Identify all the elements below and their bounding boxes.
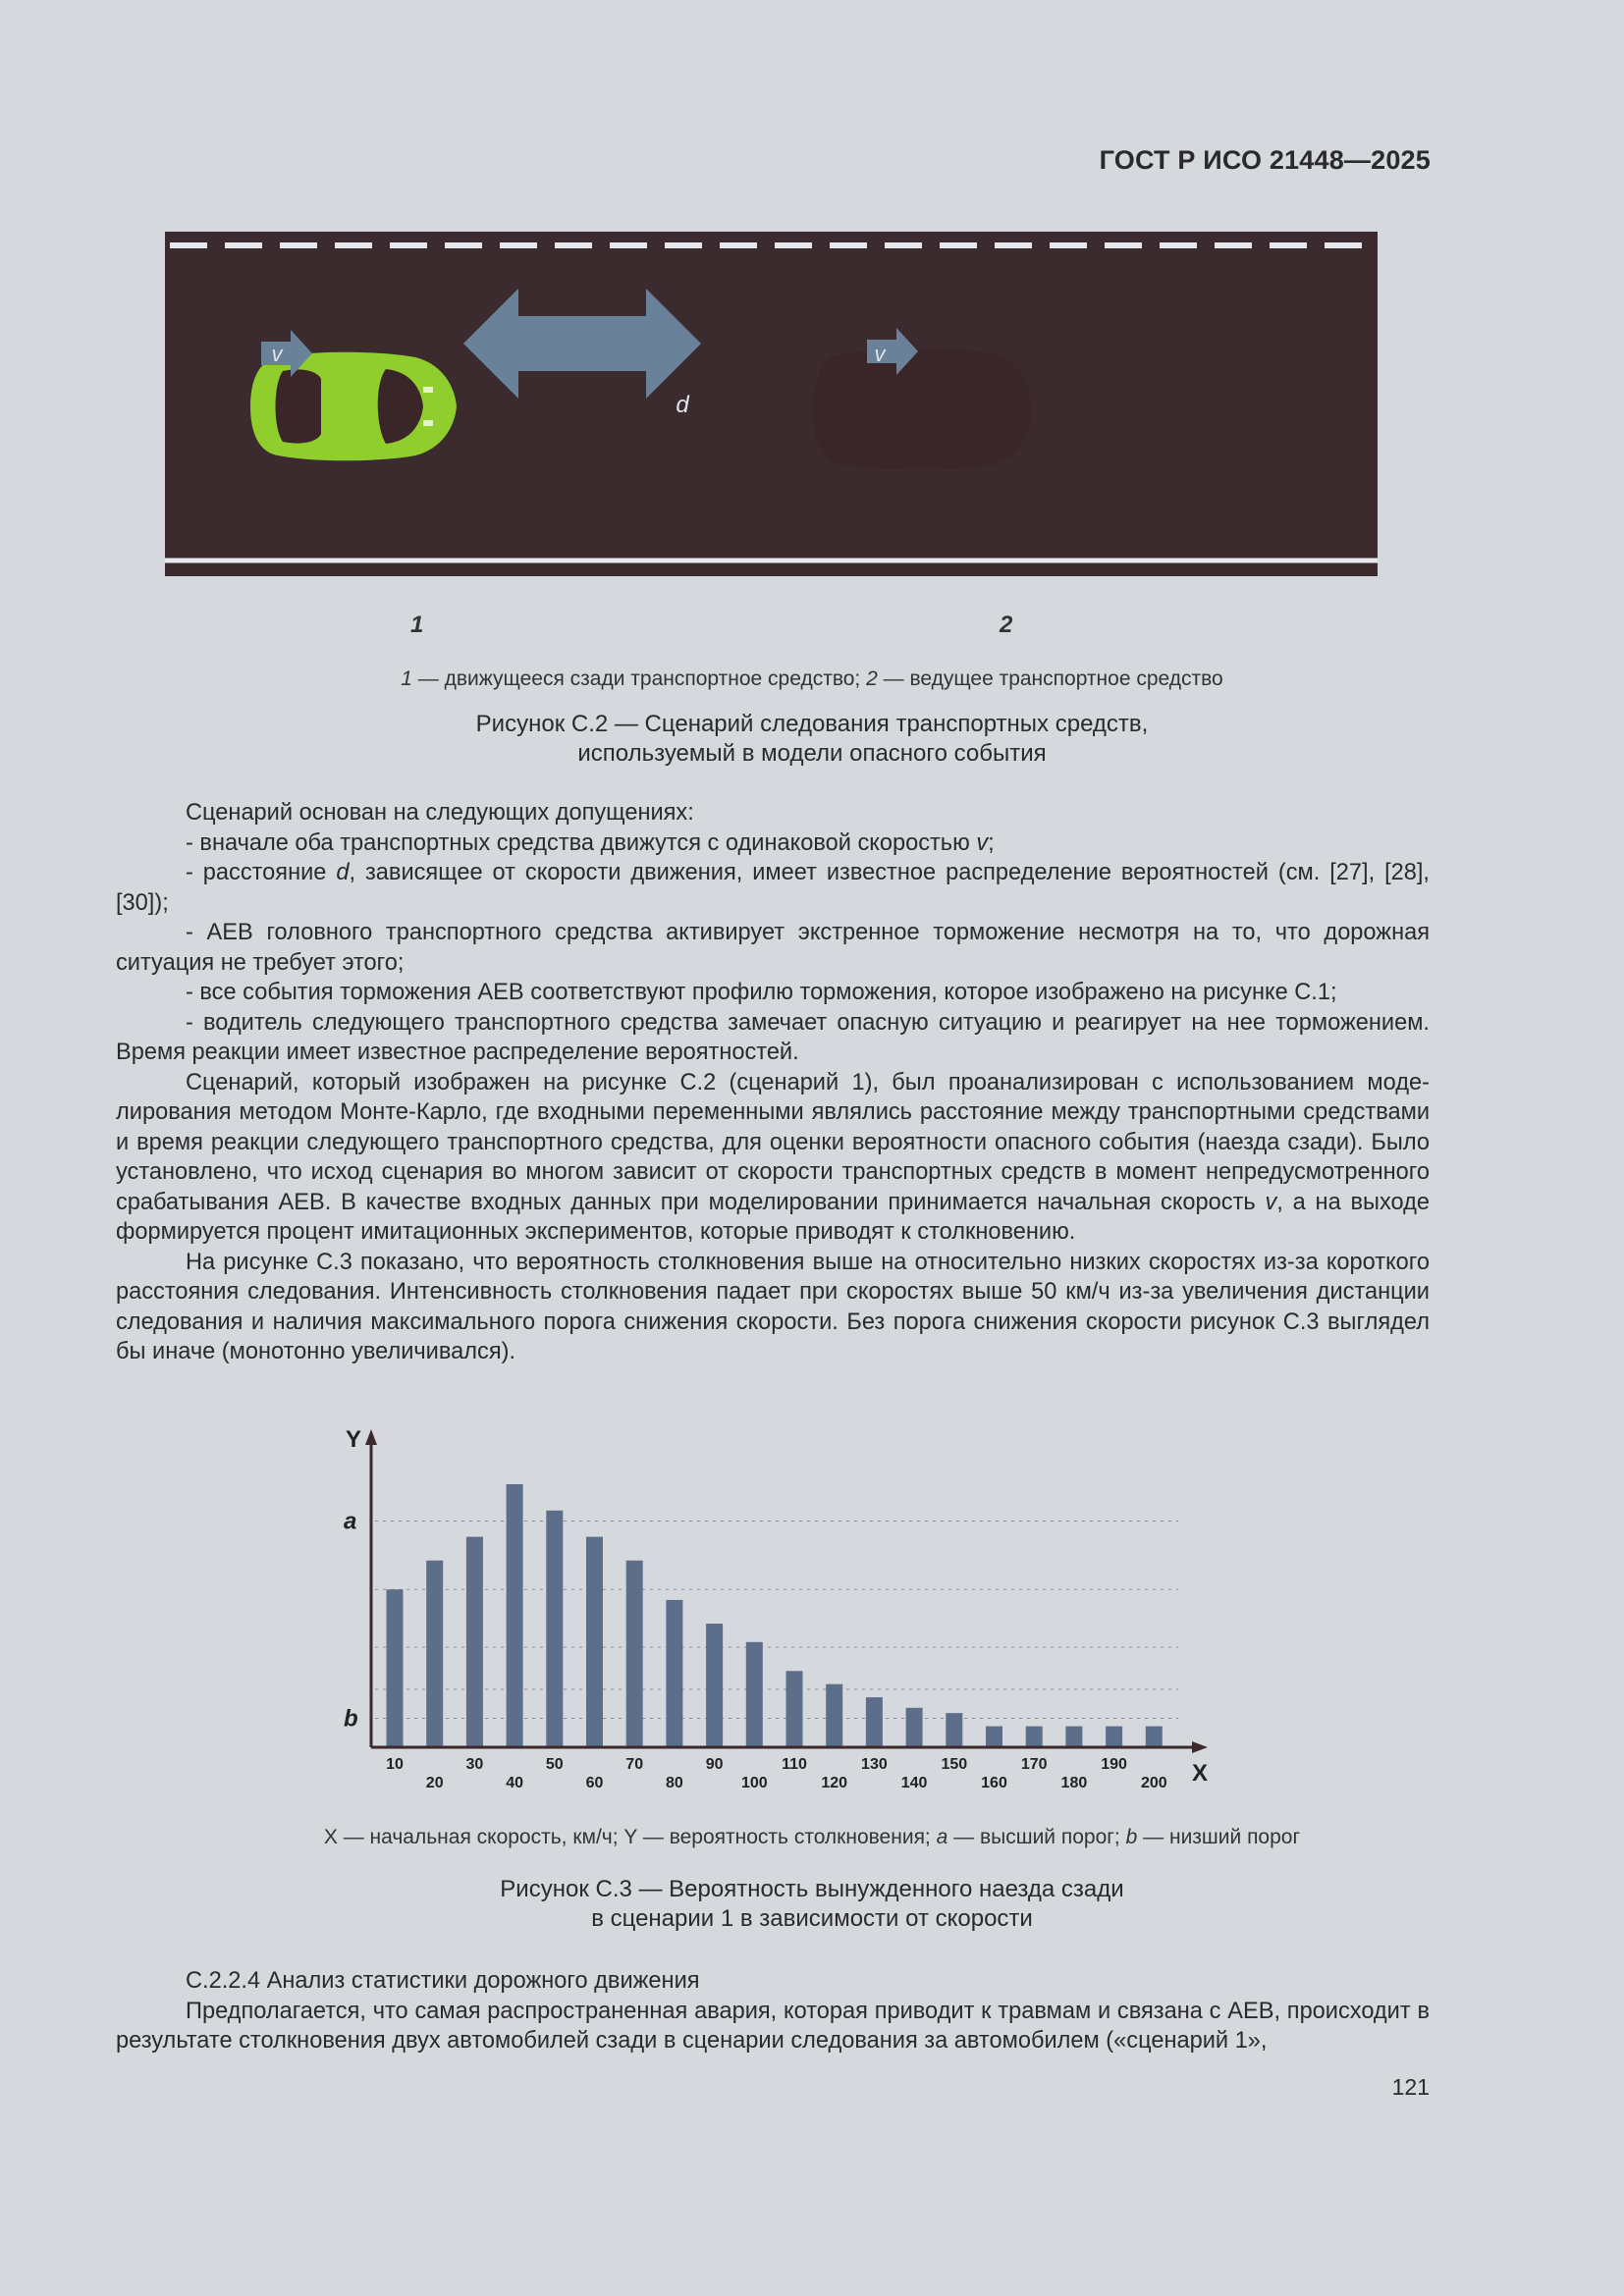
x-tick-label: 180 (1060, 1775, 1088, 1791)
x-tick-label: 140 (900, 1775, 928, 1791)
chart-bar (626, 1561, 643, 1747)
legend-text: X — начальная скорость, км/ч; Y — вероятность столкновения; (323, 1826, 937, 1848)
paragraph: - водитель следующего транспортного средства замечает опасную ситуацию и реагирует на нее торможением. Время реакции имеет известное распределение вероятностей. (116, 1009, 1430, 1065)
y-axis-label: Y (346, 1426, 362, 1453)
symbol-d: d (336, 860, 350, 885)
paragraph: - все события торможения АЕВ соответствуют профилю торможения, которое изображено на рисунке С.1; (186, 980, 1337, 1005)
caption-c3-line-1: Рисунок С.3 — Вероятность вынужденного наезда сзади (500, 1876, 1124, 1902)
chart-bar (1146, 1727, 1163, 1747)
chart-bar (906, 1708, 923, 1747)
legend-num-1: 1 (401, 667, 412, 690)
paragraph (116, 828, 1430, 859)
x-tick-label: 20 (425, 1775, 444, 1791)
x-tick-label: 60 (585, 1775, 604, 1791)
x-tick-label: 120 (821, 1775, 848, 1791)
chart-bar (946, 1713, 962, 1747)
x-tick-label: 40 (506, 1775, 523, 1791)
figure-c3-legend (0, 1826, 1624, 1849)
legend-symbol-b: b (1125, 1826, 1138, 1848)
figure-c3-caption (0, 1875, 1624, 1934)
text-span: - расстояние (186, 860, 337, 885)
speed-label-1: v (271, 342, 283, 366)
paragraph: На рисунке С.3 показано, что вероятность столкновения выше на относительно низких скоростях из-за короткого расстояния следования. Интенсивность столкновения падает при скоростях выше 50 км/ч из-за увеличения дистанции следования и наличия максимального порога снижения скорости. Без порога снижения скорости рисунок С.3 выглядел бы иначе (монотонно увеличивался). (116, 1249, 1430, 1364)
section-block (116, 1966, 1430, 2056)
text-span: , зависящее от скорости движения, имеет известное распределение вероятностей (см. [27], [28], [30]); (116, 860, 1430, 916)
text-span: Сценарий, который изображен на рисунке С.2 (сценарий 1), был проанализирован с использованием моделирования методом Монте-Карло, где входными переменными являлись расстояние между транспортными средствами и время реакции следующего транспортного средства, для оценки вероятности опасного события (наезда сзади). Было установлено, что исход сценария во многом зависит от скорости транспортных средств в момент непредусмотренного срабатывания АЕВ. В качестве входных данных при моделировании принимается начальная скорость (116, 1069, 1430, 1215)
legend-text: — высший порог; (947, 1826, 1126, 1848)
figure-c2-legend (0, 667, 1624, 691)
x-tick-label: 30 (465, 1756, 484, 1773)
legend-symbol-a: a (936, 1826, 948, 1848)
body-text (116, 798, 1430, 1367)
symbol-v: v (1265, 1189, 1277, 1215)
legend-num-2: 2 (866, 667, 878, 690)
text-span: , а на выходе формируется процент имитационных экспериментов, которые приводят к столкновению. (116, 1189, 1431, 1245)
x-tick-label: 160 (981, 1775, 1007, 1791)
chart-bar (1026, 1727, 1043, 1747)
chart-bar (387, 1589, 404, 1747)
chart-bar (986, 1727, 1002, 1747)
caption-c3-line-2: в сценарии 1 в зависимости от скорости (591, 1905, 1033, 1932)
chart-bar (586, 1537, 603, 1747)
legend-text-2: — ведущее транспортное средство (877, 667, 1223, 690)
paragraph: Сценарий основан на следующих допущениях: (186, 800, 694, 826)
chart-bar (826, 1684, 842, 1747)
chart-bar (1106, 1727, 1122, 1747)
chart-bar (746, 1642, 763, 1747)
document-header: ГОСТ Р ИСО 21448—2025 (1099, 145, 1431, 175)
x-tick-label: 170 (1020, 1756, 1048, 1773)
chart-bars (375, 1484, 1178, 1747)
lower-threshold-label: b (344, 1705, 358, 1733)
paragraph (116, 1068, 1430, 1248)
section-heading: С.2.2.4 Анализ статистики дорожного движения (186, 1968, 700, 1994)
x-axis-arrow (1192, 1741, 1208, 1753)
x-tick-label: 130 (861, 1756, 888, 1773)
x-tick-label: 50 (545, 1756, 564, 1773)
chart-bar (706, 1624, 723, 1747)
chart-bar (507, 1484, 523, 1747)
figure-number-2: 2 (1000, 612, 1013, 638)
speed-label-2: v (874, 342, 886, 366)
figure-number-1: 1 (410, 612, 424, 638)
paragraph (116, 858, 1430, 918)
x-tick-label: 150 (941, 1756, 968, 1773)
x-tick-label: 70 (625, 1756, 644, 1773)
paragraph: Предполагается, что самая распространенная авария, которая приводит к травмам и связана с АЕВ, происходит в результате столкновения двух автомобилей сзади в сценарии следования за автомобилем («сценарий 1», (116, 1998, 1430, 2054)
leading-vehicle (813, 348, 1031, 470)
chart-x-tick-labels (386, 1756, 1167, 1791)
collision-probability-chart (324, 1423, 1227, 1796)
text-span: - вначале оба транспортных средства движутся с одинаковой скоростью (186, 829, 977, 856)
distance-label: d (676, 392, 689, 418)
x-tick-label: 100 (740, 1775, 768, 1791)
symbol-v: v (976, 829, 989, 856)
x-tick-label: 10 (386, 1756, 404, 1773)
x-tick-label: 80 (666, 1775, 683, 1791)
x-axis-label: X (1192, 1760, 1209, 1787)
chart-bar (466, 1537, 483, 1747)
chart-bar (866, 1697, 883, 1747)
chart-bar (786, 1671, 803, 1747)
caption-c2-line-1: Рисунок С.2 — Сценарий следования транспортных средств, (475, 711, 1149, 737)
road-scenario-figure (165, 232, 1378, 576)
legend-text: — низший порог (1137, 1826, 1301, 1848)
text-span: ; (988, 829, 995, 856)
chart-bar (546, 1511, 563, 1747)
x-tick-label: 190 (1101, 1756, 1127, 1773)
chart-bar (666, 1600, 682, 1747)
chart-bar (426, 1561, 443, 1747)
x-tick-label: 200 (1140, 1775, 1167, 1791)
following-vehicle (250, 352, 457, 461)
page-number: 121 (1391, 2074, 1430, 2100)
caption-c2-line-2: используемый в модели опасного события (577, 740, 1047, 767)
paragraph: - АЕВ головного транспортного средства активирует экстренное торможение несмотря на то, что дорожная ситуация не требует этого; (116, 920, 1430, 976)
y-axis-arrow (365, 1429, 377, 1445)
x-tick-label: 110 (782, 1756, 807, 1773)
legend-text-1: — движущееся сзади транспортное средство; (411, 667, 867, 690)
figure-c2-caption (0, 710, 1624, 769)
x-tick-label: 90 (705, 1756, 724, 1773)
chart-bar (1065, 1727, 1082, 1747)
upper-threshold-label: a (344, 1508, 357, 1535)
